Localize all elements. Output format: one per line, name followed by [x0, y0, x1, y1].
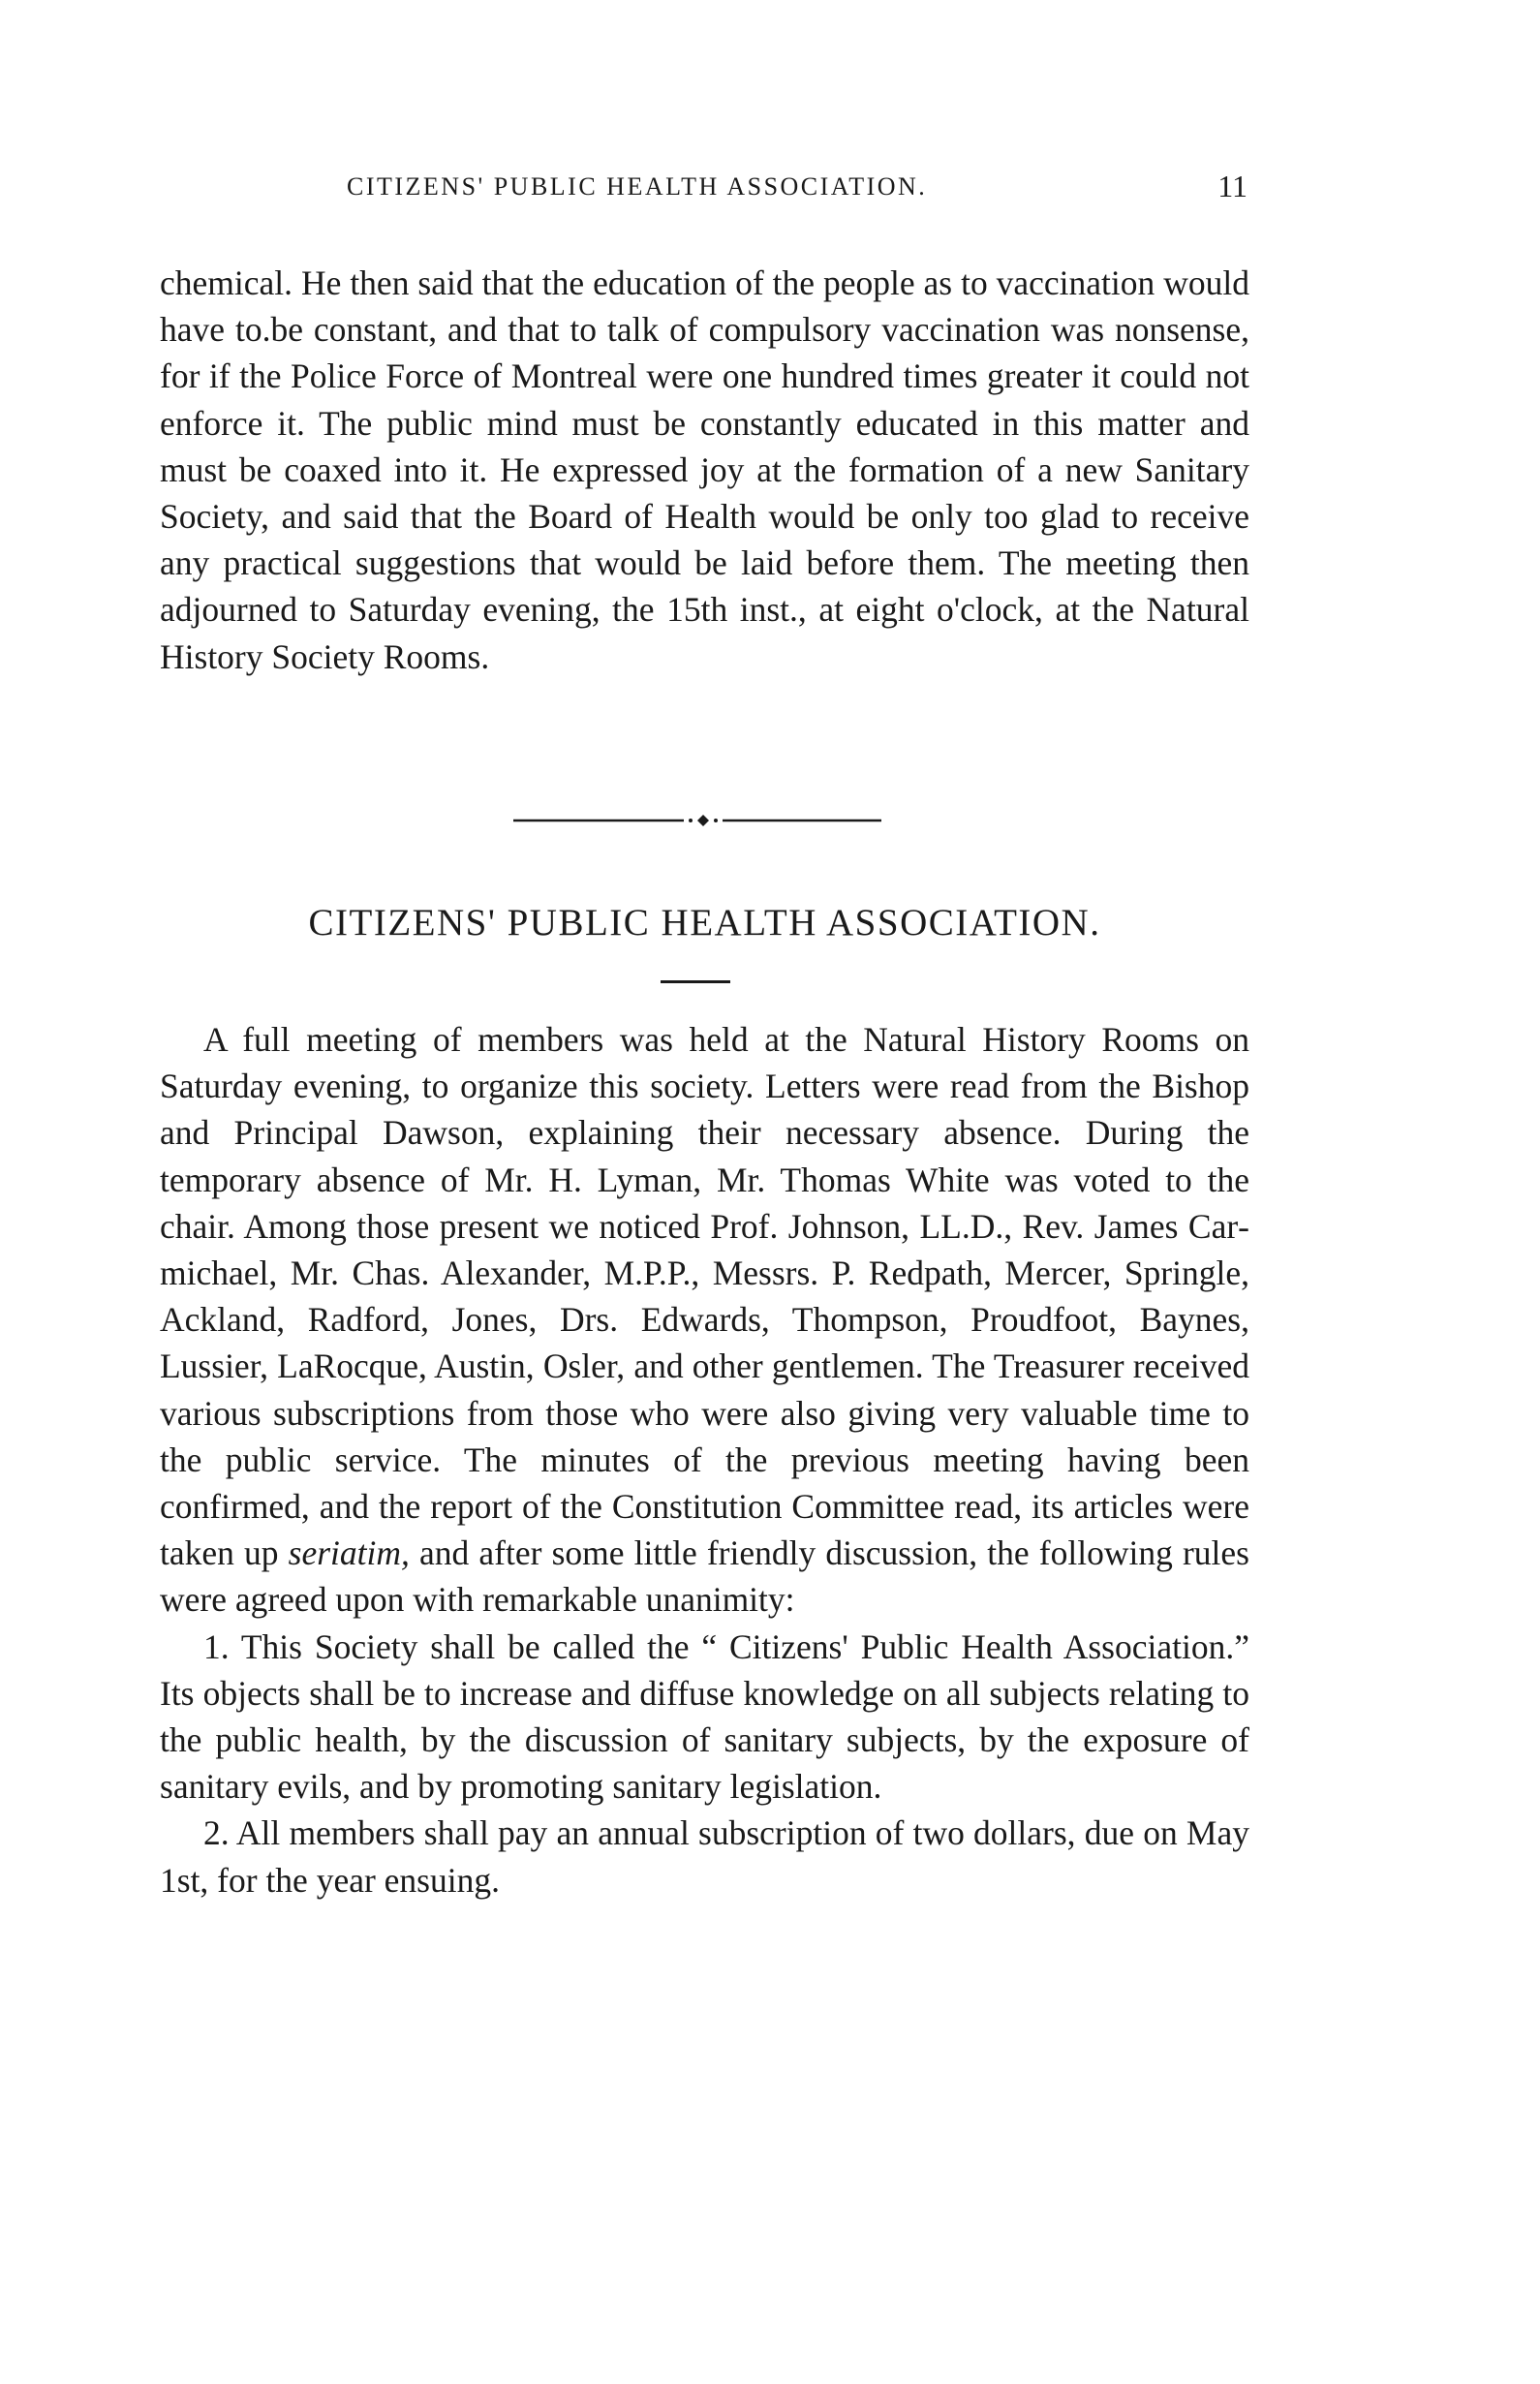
meeting-text-start: A full meeting of members was held at the Natural History Rooms on Saturday evening, to organize this society. Letters were read from the Bishop and Principal Dawson, explaining their necessary absence. During the temporary absence of Mr. H. Lyman, Mr. Thomas White was voted to the chair. Among those present we noticed Prof. Johnson, LL.D., Rev. James Carmichael, Mr. Chas. Alexander, M.P.P., Messrs. P. Redpath, Mercer, Springle, Ackland, Radford, Jones, Drs. Edwards, Thompson, Proudfoot, Baynes, Lussier, LaRocque, Austin, Osler, and other gentlemen. The Treasurer received various subscriptions from those who were also giving very valuable time to the public service. The minutes of the previous meeting having been confirmed, and the report of the Constitution Committee read, its articles were taken up: [160, 1020, 1249, 1573]
meeting-paragraph: [160, 1016, 1249, 1624]
running-head: [347, 169, 1247, 215]
rule-item: 1. This Society shall be called the “ Citizens' Public Health Association.” Its objects shall be to increase and diffuse knowledge on all subjects relating to the public health, by the discussion of sanitary subjects, by the exposure of sanitary evils, and by promoting sanitary legislation.: [160, 1626, 1249, 1807]
rule-item: 2. All members shall pay an annual subscription of two dollars, due on May 1st, for the year ensuing.: [160, 1813, 1249, 1900]
continued-paragraph: chemical. He then said that the education of the people as to vaccination would have to.be constant, and that to talk of compulsory vaccination was nonsense, for if the Police Force of Montreal were one hundred times greater it could not enforce it. The public mind must be constantly educated in this matter and must be coaxed into it. He expressed joy at the formation of a new Sanitary Society, and said that the Board of Health would be only too glad to receive any practical suggestions that would be laid before them. The meeting then adjourned to Saturday evening, the 15th inst., at eight o'clock, at the Natural History Society Rooms.: [160, 263, 1249, 676]
meeting-text-end: and after some little friendly discussion, the following rules were agreed upon with remarkable unanimity:: [160, 1533, 1249, 1620]
heading-rule: [661, 980, 730, 983]
page-number: 11: [1217, 169, 1247, 203]
section-body: [160, 1016, 1249, 1904]
continued-article: [160, 260, 1249, 680]
section-divider-ornament: [513, 809, 881, 832]
section-heading: CITIZENS' PUBLIC HEALTH ASSOCIATION.: [308, 902, 1101, 944]
italic-term: seriatim,: [288, 1533, 410, 1573]
running-head-title: CITIZENS' PUBLIC HEALTH ASSOCIATION.: [347, 172, 928, 201]
